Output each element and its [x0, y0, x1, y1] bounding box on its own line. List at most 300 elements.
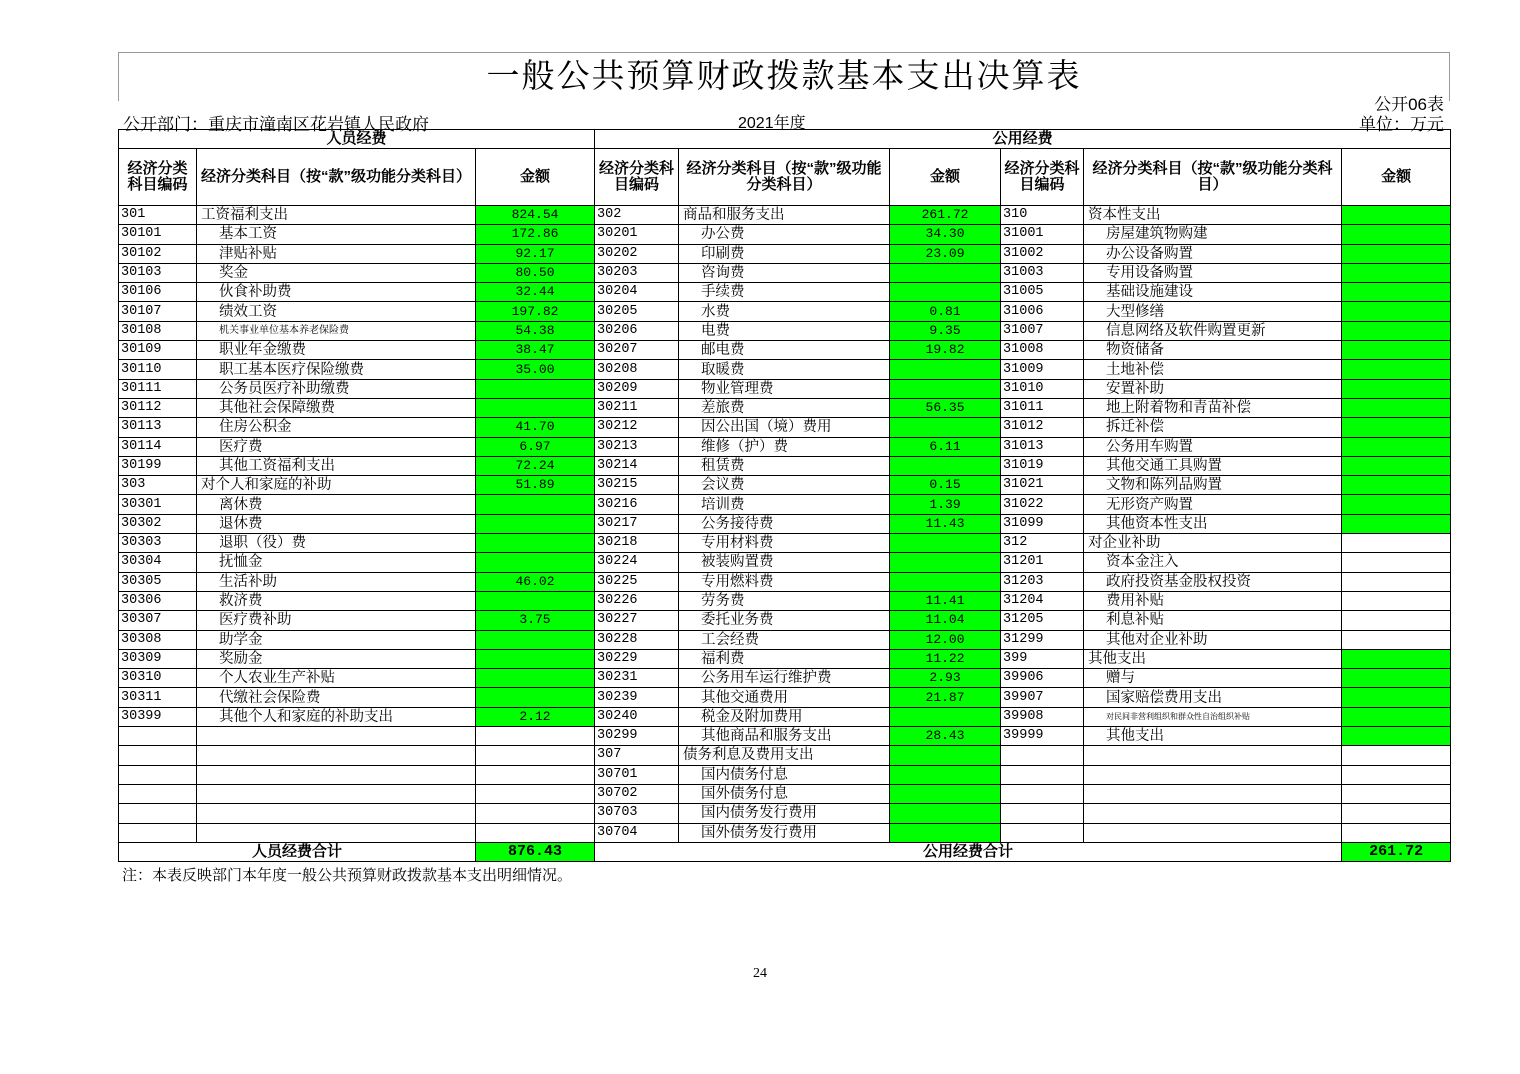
item-name: 利息补贴 — [1084, 611, 1342, 630]
unit-label: 单位：万元 — [1359, 115, 1444, 134]
item-name: 大型修缮 — [1084, 302, 1342, 321]
table-row — [119, 823, 1451, 842]
item-name: 办公费 — [679, 225, 890, 244]
item-name: 津贴补贴 — [197, 244, 476, 263]
item-amount: 21.87 — [890, 688, 1001, 707]
item-code: 31011 — [1001, 398, 1084, 417]
item-amount — [890, 765, 1001, 784]
item-amount — [1342, 206, 1451, 225]
department-label: 公开部门：重庆市潼南区花岩镇人民政府 — [123, 115, 429, 134]
item-code: 30399 — [119, 707, 197, 726]
item-code: 39908 — [1001, 707, 1084, 726]
item-name — [197, 784, 476, 803]
item-code: 30217 — [595, 514, 679, 533]
item-code: 30301 — [119, 495, 197, 514]
item-name: 职业年金缴费 — [197, 341, 476, 360]
item-name: 公务用车购置 — [1084, 437, 1342, 456]
header-name: 经济分类科目（按“款”级功能分类科目） — [1084, 149, 1342, 206]
table-row — [119, 572, 1451, 591]
item-name: 会议费 — [679, 476, 890, 495]
item-name: 其他个人和家庭的补助支出 — [197, 707, 476, 726]
item-code: 31022 — [1001, 495, 1084, 514]
item-name: 专用设备购置 — [1084, 263, 1342, 282]
table-row — [119, 302, 1451, 321]
item-code: 30204 — [595, 283, 679, 302]
item-amount — [476, 727, 595, 746]
item-name: 公务用车运行维护费 — [679, 669, 890, 688]
table-row — [119, 649, 1451, 668]
table-note: 注：本表反映部门本年度一般公共预算财政拨款基本支出明细情况。 — [122, 867, 573, 884]
item-code: 310 — [1001, 206, 1084, 225]
item-name: 水费 — [679, 302, 890, 321]
item-code — [1001, 746, 1084, 765]
item-code: 31299 — [1001, 630, 1084, 649]
item-name: 电费 — [679, 321, 890, 340]
item-amount: 54.38 — [476, 321, 595, 340]
item-amount — [476, 591, 595, 610]
item-code: 39907 — [1001, 688, 1084, 707]
item-name: 住房公积金 — [197, 418, 476, 437]
item-amount — [1342, 591, 1451, 610]
item-code: 30111 — [119, 379, 197, 398]
item-name: 对民间非营利组织和群众性自治组织补贴 — [1084, 707, 1342, 726]
item-name: 租赁费 — [679, 456, 890, 475]
table-row — [119, 456, 1451, 475]
item-amount — [1342, 302, 1451, 321]
item-name: 物资储备 — [1084, 341, 1342, 360]
item-name: 咨询费 — [679, 263, 890, 282]
item-code: 312 — [1001, 534, 1084, 553]
item-code: 31010 — [1001, 379, 1084, 398]
table-row — [119, 476, 1451, 495]
item-amount — [1342, 688, 1451, 707]
item-code: 30103 — [119, 263, 197, 282]
item-amount — [1342, 765, 1451, 784]
item-amount: 6.11 — [890, 437, 1001, 456]
header-amount: 金额 — [476, 149, 595, 206]
item-amount — [476, 823, 595, 842]
item-name: 国内债务发行费用 — [679, 804, 890, 823]
item-code: 30208 — [595, 360, 679, 379]
item-name: 办公设备购置 — [1084, 244, 1342, 263]
table-row — [119, 707, 1451, 726]
item-name — [197, 765, 476, 784]
item-amount: 2.12 — [476, 707, 595, 726]
item-code: 30309 — [119, 649, 197, 668]
item-amount — [1342, 630, 1451, 649]
item-code: 30215 — [595, 476, 679, 495]
item-code: 31019 — [1001, 456, 1084, 475]
item-name — [1084, 823, 1342, 842]
item-code: 30702 — [595, 784, 679, 803]
item-name — [197, 823, 476, 842]
item-name: 伙食补助费 — [197, 283, 476, 302]
item-code: 30231 — [595, 669, 679, 688]
item-amount: 34.30 — [890, 225, 1001, 244]
item-code — [1001, 765, 1084, 784]
item-amount — [1342, 572, 1451, 591]
table-row — [119, 283, 1451, 302]
item-amount — [476, 784, 595, 803]
item-amount: 35.00 — [476, 360, 595, 379]
table-row — [119, 669, 1451, 688]
item-name: 公务接待费 — [679, 514, 890, 533]
item-code: 30211 — [595, 398, 679, 417]
item-amount — [890, 572, 1001, 591]
item-code: 30201 — [595, 225, 679, 244]
item-amount: 0.15 — [890, 476, 1001, 495]
table-row — [119, 398, 1451, 417]
item-name: 退休费 — [197, 514, 476, 533]
item-amount: 19.82 — [890, 341, 1001, 360]
item-code: 31013 — [1001, 437, 1084, 456]
item-name: 工资福利支出 — [197, 206, 476, 225]
header-code: 经济分类科目编码 — [595, 149, 679, 206]
item-code: 31008 — [1001, 341, 1084, 360]
item-amount — [890, 456, 1001, 475]
table-row — [119, 514, 1451, 533]
item-name: 奖金 — [197, 263, 476, 282]
item-name: 因公出国（境）费用 — [679, 418, 890, 437]
item-amount — [1342, 707, 1451, 726]
item-amount — [1342, 823, 1451, 842]
table-row — [119, 263, 1451, 282]
item-name: 被装购置费 — [679, 553, 890, 572]
item-name: 对企业补助 — [1084, 534, 1342, 553]
item-code: 31003 — [1001, 263, 1084, 282]
item-amount — [1342, 534, 1451, 553]
item-name: 国外债务发行费用 — [679, 823, 890, 842]
table-row — [119, 553, 1451, 572]
item-amount: 172.86 — [476, 225, 595, 244]
page-title: 一般公共预算财政拨款基本支出决算表 — [118, 52, 1450, 101]
item-name: 政府投资基金股权投资 — [1084, 572, 1342, 591]
item-name: 工会经费 — [679, 630, 890, 649]
item-name — [1084, 804, 1342, 823]
item-name: 拆迁补偿 — [1084, 418, 1342, 437]
table-row — [119, 688, 1451, 707]
item-code: 30239 — [595, 688, 679, 707]
table-row — [119, 206, 1451, 225]
item-name: 国外债务付息 — [679, 784, 890, 803]
item-amount: 3.75 — [476, 611, 595, 630]
item-amount: 9.35 — [890, 321, 1001, 340]
personnel-total-label: 人员经费合计 — [119, 842, 476, 861]
item-code: 30225 — [595, 572, 679, 591]
item-code: 30701 — [595, 765, 679, 784]
item-amount — [476, 804, 595, 823]
item-name: 奖励金 — [197, 649, 476, 668]
item-name: 代缴社会保险费 — [197, 688, 476, 707]
item-amount — [476, 649, 595, 668]
item-amount — [890, 418, 1001, 437]
item-code: 39999 — [1001, 727, 1084, 746]
item-code: 31099 — [1001, 514, 1084, 533]
item-code: 31204 — [1001, 591, 1084, 610]
item-code: 30102 — [119, 244, 197, 263]
item-name: 基础设施建设 — [1084, 283, 1342, 302]
item-code — [1001, 804, 1084, 823]
item-code — [119, 727, 197, 746]
item-code: 30216 — [595, 495, 679, 514]
table-row — [119, 784, 1451, 803]
item-code — [119, 784, 197, 803]
item-code: 30206 — [595, 321, 679, 340]
item-code — [1001, 784, 1084, 803]
personnel-total-value: 876.43 — [476, 842, 595, 861]
item-amount: 197.82 — [476, 302, 595, 321]
item-amount: 6.97 — [476, 437, 595, 456]
table-row — [119, 611, 1451, 630]
item-name: 机关事业单位基本养老保险费 — [197, 321, 476, 340]
item-amount: 56.35 — [890, 398, 1001, 417]
item-code: 30229 — [595, 649, 679, 668]
item-name: 抚恤金 — [197, 553, 476, 572]
item-amount: 92.17 — [476, 244, 595, 263]
item-code: 31001 — [1001, 225, 1084, 244]
item-amount — [1342, 495, 1451, 514]
item-amount: 11.41 — [890, 591, 1001, 610]
item-name: 对个人和家庭的补助 — [197, 476, 476, 495]
item-amount: 28.43 — [890, 727, 1001, 746]
item-amount — [890, 379, 1001, 398]
item-code: 31012 — [1001, 418, 1084, 437]
table-row — [119, 534, 1451, 553]
header-amount: 金额 — [890, 149, 1001, 206]
item-amount — [476, 379, 595, 398]
item-amount: 261.72 — [890, 206, 1001, 225]
item-code: 302 — [595, 206, 679, 225]
item-amount — [1342, 804, 1451, 823]
item-amount — [890, 534, 1001, 553]
item-name: 其他商品和服务支出 — [679, 727, 890, 746]
item-code: 301 — [119, 206, 197, 225]
item-amount — [476, 765, 595, 784]
item-code: 303 — [119, 476, 197, 495]
item-name: 国家赔偿费用支出 — [1084, 688, 1342, 707]
item-amount — [890, 746, 1001, 765]
item-name: 退职（役）费 — [197, 534, 476, 553]
item-code: 30299 — [595, 727, 679, 746]
item-amount: 51.89 — [476, 476, 595, 495]
item-code: 30207 — [595, 341, 679, 360]
table-row — [119, 379, 1451, 398]
public-total-value: 261.72 — [1342, 842, 1451, 861]
column-header-row — [119, 149, 1451, 206]
item-amount — [1342, 379, 1451, 398]
item-amount — [1342, 418, 1451, 437]
item-name: 福利费 — [679, 649, 890, 668]
item-name: 个人农业生产补贴 — [197, 669, 476, 688]
item-code: 30214 — [595, 456, 679, 475]
item-code — [1001, 823, 1084, 842]
item-amount: 41.70 — [476, 418, 595, 437]
item-code: 30113 — [119, 418, 197, 437]
item-amount — [476, 398, 595, 417]
item-name: 救济费 — [197, 591, 476, 610]
table-row — [119, 341, 1451, 360]
item-amount — [890, 553, 1001, 572]
header-name: 经济分类科目（按“款”级功能分类科目） — [679, 149, 890, 206]
table-row — [119, 765, 1451, 784]
item-code: 30308 — [119, 630, 197, 649]
table-row — [119, 418, 1451, 437]
item-name: 绩效工资 — [197, 302, 476, 321]
item-code: 31005 — [1001, 283, 1084, 302]
item-code: 31007 — [1001, 321, 1084, 340]
item-code: 30303 — [119, 534, 197, 553]
item-name: 信息网络及软件购置更新 — [1084, 321, 1342, 340]
item-amount — [890, 784, 1001, 803]
item-amount — [890, 263, 1001, 282]
table-row — [119, 225, 1451, 244]
item-name: 取暖费 — [679, 360, 890, 379]
item-name: 其他交通工具购置 — [1084, 456, 1342, 475]
item-amount — [476, 495, 595, 514]
item-code: 31021 — [1001, 476, 1084, 495]
item-amount: 38.47 — [476, 341, 595, 360]
item-amount: 824.54 — [476, 206, 595, 225]
item-amount — [476, 746, 595, 765]
item-amount: 46.02 — [476, 572, 595, 591]
item-amount — [476, 553, 595, 572]
table-row — [119, 727, 1451, 746]
item-code: 30205 — [595, 302, 679, 321]
item-amount — [1342, 283, 1451, 302]
item-name: 无形资产购置 — [1084, 495, 1342, 514]
item-name: 职工基本医疗保险缴费 — [197, 360, 476, 379]
item-code: 30106 — [119, 283, 197, 302]
item-name: 土地补偿 — [1084, 360, 1342, 379]
item-code: 30305 — [119, 572, 197, 591]
item-name: 文物和陈列品购置 — [1084, 476, 1342, 495]
item-amount — [1342, 669, 1451, 688]
item-code: 30203 — [595, 263, 679, 282]
item-name — [1084, 765, 1342, 784]
item-amount — [890, 283, 1001, 302]
table-row — [119, 437, 1451, 456]
item-amount: 1.39 — [890, 495, 1001, 514]
item-name: 医疗费 — [197, 437, 476, 456]
header-amount: 金额 — [1342, 149, 1451, 206]
item-code: 31201 — [1001, 553, 1084, 572]
item-name: 房屋建筑物购建 — [1084, 225, 1342, 244]
item-name: 基本工资 — [197, 225, 476, 244]
public-total-label: 公用经费合计 — [595, 842, 1342, 861]
item-amount: 23.09 — [890, 244, 1001, 263]
item-amount: 2.93 — [890, 669, 1001, 688]
item-amount — [476, 630, 595, 649]
item-name: 资本金注入 — [1084, 553, 1342, 572]
item-name: 公务员医疗补助缴费 — [197, 379, 476, 398]
item-code: 30202 — [595, 244, 679, 263]
item-amount — [1342, 263, 1451, 282]
item-code: 31009 — [1001, 360, 1084, 379]
item-amount — [1342, 244, 1451, 263]
item-name: 资本性支出 — [1084, 206, 1342, 225]
item-amount — [1342, 611, 1451, 630]
item-code: 30704 — [595, 823, 679, 842]
table-row — [119, 244, 1451, 263]
item-name — [1084, 784, 1342, 803]
item-code: 30110 — [119, 360, 197, 379]
item-name: 其他工资福利支出 — [197, 456, 476, 475]
item-code: 39906 — [1001, 669, 1084, 688]
item-amount — [1342, 784, 1451, 803]
header-code: 经济分类科目编码 — [1001, 149, 1084, 206]
item-name: 委托业务费 — [679, 611, 890, 630]
item-name: 维修（护）费 — [679, 437, 890, 456]
item-code: 30224 — [595, 553, 679, 572]
table-row — [119, 360, 1451, 379]
item-amount — [1342, 514, 1451, 533]
item-name: 国内债务付息 — [679, 765, 890, 784]
item-code: 30703 — [595, 804, 679, 823]
item-code: 30302 — [119, 514, 197, 533]
item-name: 费用补贴 — [1084, 591, 1342, 610]
group-header-row — [119, 130, 1451, 149]
item-amount — [476, 688, 595, 707]
item-code: 30311 — [119, 688, 197, 707]
table-row — [119, 804, 1451, 823]
item-amount: 0.81 — [890, 302, 1001, 321]
item-code: 30114 — [119, 437, 197, 456]
table-row — [119, 495, 1451, 514]
item-amount: 72.24 — [476, 456, 595, 475]
item-amount — [1342, 456, 1451, 475]
item-name: 助学金 — [197, 630, 476, 649]
table-number: 公开06表 — [1374, 95, 1444, 114]
page-number: 24 — [753, 966, 767, 981]
item-name: 手续费 — [679, 283, 890, 302]
item-name: 物业管理费 — [679, 379, 890, 398]
item-code: 30228 — [595, 630, 679, 649]
item-amount — [1342, 746, 1451, 765]
item-code: 307 — [595, 746, 679, 765]
item-code: 30107 — [119, 302, 197, 321]
item-amount — [1342, 476, 1451, 495]
item-name: 劳务费 — [679, 591, 890, 610]
item-code: 31002 — [1001, 244, 1084, 263]
item-name: 债务利息及费用支出 — [679, 746, 890, 765]
item-amount — [1342, 321, 1451, 340]
item-code — [119, 746, 197, 765]
budget-table — [118, 129, 1451, 862]
table-row — [119, 591, 1451, 610]
item-name: 生活补助 — [197, 572, 476, 591]
item-amount — [1342, 225, 1451, 244]
item-code: 30209 — [595, 379, 679, 398]
item-name: 专用材料费 — [679, 534, 890, 553]
item-amount — [1342, 360, 1451, 379]
item-code — [119, 765, 197, 784]
item-name: 赠与 — [1084, 669, 1342, 688]
item-name — [197, 804, 476, 823]
item-name: 专用燃料费 — [679, 572, 890, 591]
item-name: 地上附着物和青苗补偿 — [1084, 398, 1342, 417]
item-code: 30213 — [595, 437, 679, 456]
item-name: 离休费 — [197, 495, 476, 514]
item-code: 30306 — [119, 591, 197, 610]
item-amount — [1342, 341, 1451, 360]
item-amount — [890, 360, 1001, 379]
group-public: 公用经费 — [595, 130, 1451, 149]
item-amount — [476, 514, 595, 533]
item-code: 30199 — [119, 456, 197, 475]
item-amount — [476, 669, 595, 688]
item-code: 31006 — [1001, 302, 1084, 321]
item-name: 其他社会保障缴费 — [197, 398, 476, 417]
